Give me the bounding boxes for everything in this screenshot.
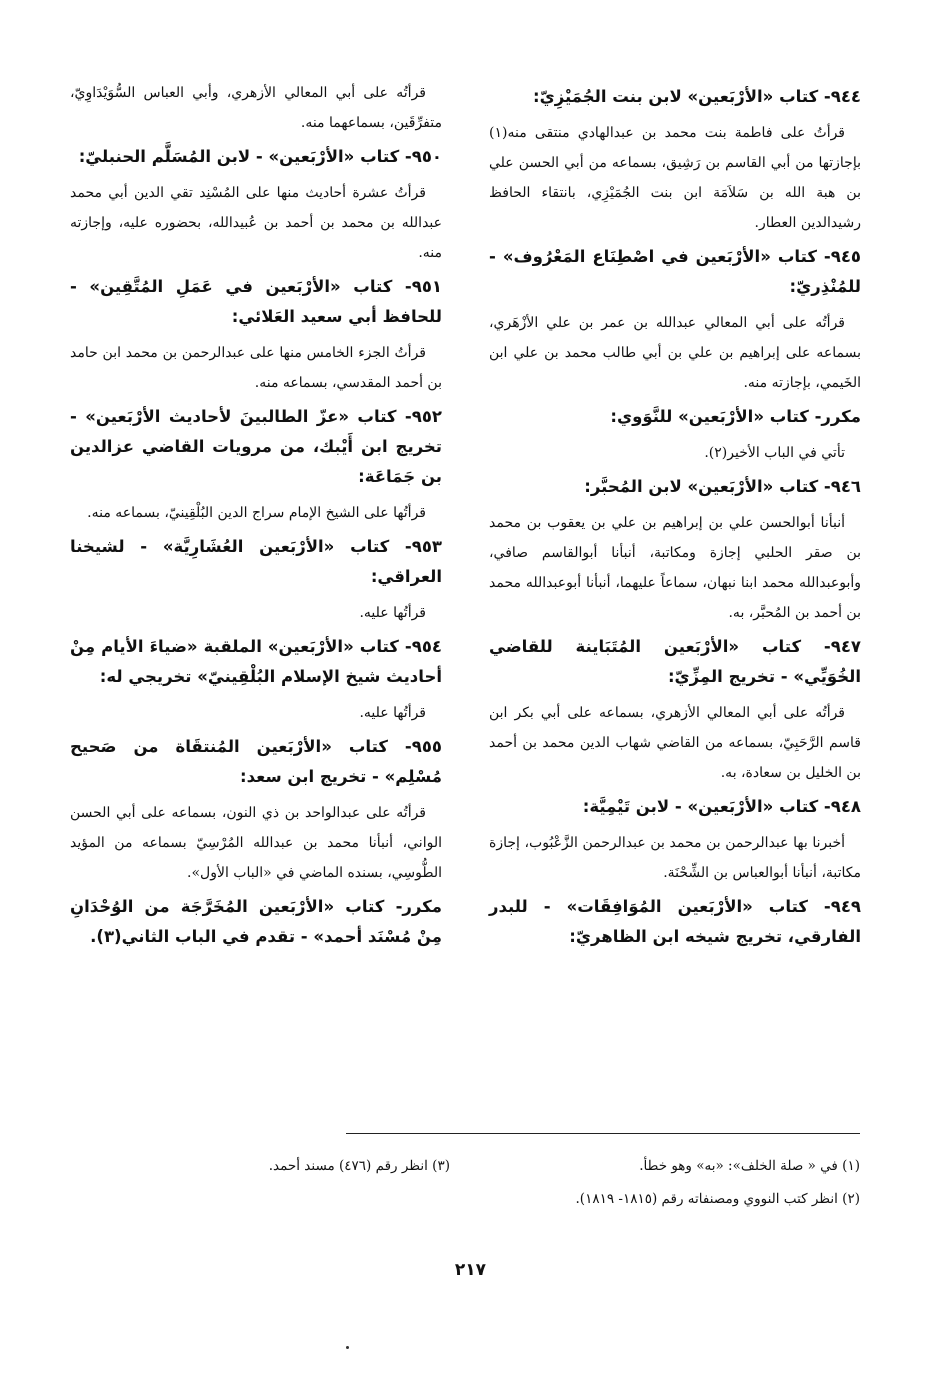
entry-heading: ٩٤٩- كتاب «الأرْبَعين المُوَافِقَات» - للبدر الفارقي، تخريج شيخه ابن الظاهريّ: xyxy=(489,897,861,946)
entry-945 xyxy=(489,242,861,398)
footnote-3: (٣) انظر رقم (٤٧٦) مسند أحمد. xyxy=(268,1158,450,1174)
entry-heading: ٩٥٤- كتاب «الأرْبَعين» الملقبة «ضياءَ الأيام مِنْ أحاديث شيخ الإسلام البُلْقِينيّ» تخريجي له: xyxy=(70,637,442,686)
entry-body: قرأتُها عليه. xyxy=(359,605,426,621)
page-speck xyxy=(346,1346,349,1349)
entry-body: قرأتُه على أبي المعالي عبدالله بن عمر بن علي الأزْهَري، بسماعه على إبراهيم بن علي بن أبي طالب محمد بن علي ابن الخَيمي، بإجازته منه. xyxy=(489,315,861,391)
entry-heading: ٩٥٠- كتاب «الأرْبَعين» - لابن المُسَلَّم الحنبليّ: xyxy=(78,147,442,166)
entry-body: قرأتُ على فاطمة بنت محمد بن عبدالهادي منتقى منه(١) بإجازتها من أبي القاسم بن رَشِيق، بسماعه من أبي الحسن علي بن هبة الله بن سَلاَمَة ابن بنت الجُمَيْزِي، بانتقاء الحافظ رشيدالدين العطار. xyxy=(489,125,861,231)
entry-955 xyxy=(70,732,442,888)
footnotes-right xyxy=(470,1150,860,1216)
footnote-divider xyxy=(346,1133,860,1134)
footnote-1: (١) في « صلة الخلف»: «به» وهو خطأ. xyxy=(639,1158,860,1174)
entry-body: قرأتُه على أبي المعالي الأزهري، وأبي العباس السُّوَيْدَاوِيّ، متفرِّقَين، بسماعهما منه. xyxy=(70,85,442,131)
entry-946 xyxy=(489,472,861,628)
entry-953 xyxy=(70,532,442,628)
entry-body: قرأتُه على عبدالواحد بن ذي النون، بسماعه على أبي الحسن الواني، أنبأنا محمد بن عبدالله المُرْسِيّ بسماعه من المؤيد الطُّوسِي، بسنده الماضي في «الباب الأول». xyxy=(70,805,442,881)
entry-heading: ٩٤٦- كتاب «الأرْبَعين» لابن المُحبَّر: xyxy=(584,477,861,496)
entry-948 xyxy=(489,792,861,888)
entry-repeat-nawawi xyxy=(489,402,861,468)
entry-heading: ٩٥٣- كتاب «الأرْبَعين العُشَارِيَّة» - لشيخنا العراقي: xyxy=(70,537,442,586)
entry-body: قرأتُه على أبي المعالي الأزهري، بسماعه على أبي بكر ابن قاسم الرَّحَبِيّ، بسماعه من القاضي شهاب الدين محمد بن أحمد بن الخليل بن سعادة، به. xyxy=(489,705,861,781)
entry-heading: ٩٥٢- كتاب «عزّ الطالبينَ لأحاديث الأرْبَعين» - تخريج ابن أَيْبك، من مرويات القاضي عزالدين بن جَمَاعَة: xyxy=(70,407,442,486)
entry-body: تأتي في الباب الأخير(٢). xyxy=(704,445,845,461)
entry-heading: ٩٥٥- كتاب «الأرْبَعين المُنتقَاة من صَحيح مُسْلِم» - تخريج ابن سعد: xyxy=(70,737,442,786)
entry-heading: ٩٥١- كتاب «الأرْبَعين في عَمَلِ المُتَّقِين» - للحافظ أبي سعيد العَلائي: xyxy=(70,277,442,326)
footnote-2: (٢) انظر كتب النووي ومصنفاته رقم (١٨١٥- ١٨١٩). xyxy=(575,1191,860,1207)
entry-949-continued xyxy=(70,78,442,138)
entry-body: أنبأنا أبوالحسن علي بن إبراهيم بن علي بن يعقوب بن محمد بن صقر الحلبي إجازة ومكاتبة، أنبأنا أبوالقاسم صافي، وأبوعبدالله محمد ابنا نبهان، سماعاً عليهما، أنبأنا أبوعبدالله محمد بن أحمد بن المُحبَّر، به. xyxy=(489,515,861,621)
right-column xyxy=(489,78,861,958)
entry-body: قرأتُ عشرة أحاديث منها على المُسْنِد تقي الدين أبي محمد عبدالله بن محمد بن أحمد بن عُبيدالله، بحضوره عليه، وإجازته منه. xyxy=(70,185,442,261)
entry-body: قرأتُها على الشيخ الإمام سراج الدين البُلْقِينيّ، بسماعه منه. xyxy=(87,505,426,521)
entry-heading: ٩٤٨- كتاب «الأرْبَعين» - لابن تَيْمِيَّة: xyxy=(582,797,861,816)
entry-950 xyxy=(70,142,442,268)
entry-954 xyxy=(70,632,442,728)
entry-947 xyxy=(489,632,861,788)
entry-heading: ٩٤٤- كتاب «الأرْبَعين» لابن بنت الجُمَيْزِيّ: xyxy=(532,87,861,106)
entry-heading: مكرر- كتاب «الأرْبَعين المُخَرَّجَة من الوُحْدَانِ مِنْ مُسْنَد أحمد» - تقدم في الباب الثاني(٣). xyxy=(70,897,442,946)
left-column xyxy=(70,78,442,958)
entry-repeat-musnad xyxy=(70,892,442,952)
entry-heading: مكرر- كتاب «الأرْبَعين» للنَّوَوي: xyxy=(610,407,861,426)
entry-952 xyxy=(70,402,442,528)
entry-944 xyxy=(489,82,861,238)
entry-951 xyxy=(70,272,442,398)
page-number: ٢١٧ xyxy=(454,1260,487,1280)
entry-body: قرأتُ الجزء الخامس منها على عبدالرحمن بن محمد ابن حامد بن أحمد المقدسي، بسماعه منه. xyxy=(70,345,442,391)
entry-949 xyxy=(489,892,861,952)
entry-heading: ٩٤٧- كتاب «الأرْبَعين المُتَبَاينة للقاضي الخُوَيِّي» - تخريج المِزِّيّ: xyxy=(489,637,861,686)
footnotes-left xyxy=(90,1150,450,1183)
entry-body: قرأتُها عليه. xyxy=(359,705,426,721)
entry-heading: ٩٤٥- كتاب «الأرْبَعين في اصْطِنَاع المَعْرُوف» - للمُنْذِريّ: xyxy=(489,247,861,296)
entry-body: أخبرنا بها عبدالرحمن بن محمد بن عبدالرحمن الزَّعْبُوب، إجازة مكاتبة، أنبأنا أبوالعباس بن الشِّحْنَة. xyxy=(489,835,861,881)
